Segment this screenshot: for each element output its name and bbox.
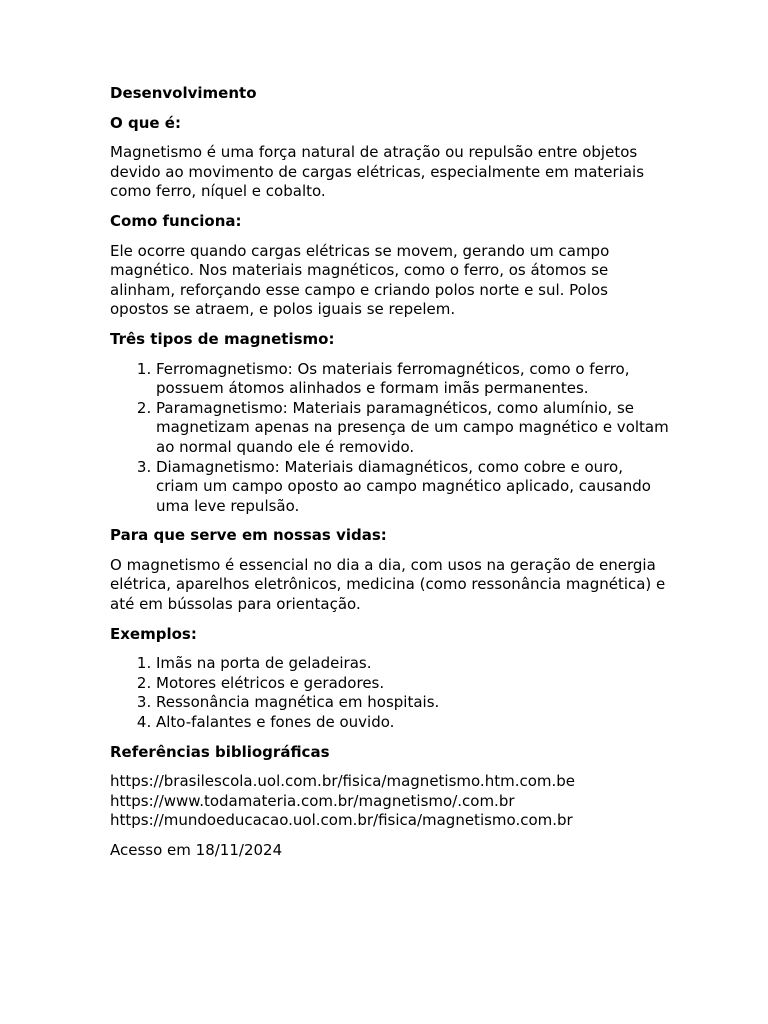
list-item: 4. Alto-falantes e fones de ouvido. xyxy=(156,713,670,733)
list-item: 3. Diamagnetismo: Materiais diamagnéticos, como cobre e ouro, criam um campo oposto ao campo magnético aplicado, causando uma leve repulsão. xyxy=(156,458,670,517)
section-heading-what-is: O que é: xyxy=(110,113,181,132)
section-text-uses: O magnetismo é essencial no dia a dia, com usos na geração de energia elétrica, aparelhos eletrônicos, medicina (como ressonância magnética) e até em bússolas para orientação. xyxy=(110,555,666,614)
list-item: 2. Paramagnetismo: Materiais paramagnéticos, como alumínio, se magnetizam apenas na presença de um campo magnético e voltam ao normal quando ele é removido. xyxy=(156,399,670,458)
document-title: Desenvolvimento xyxy=(110,84,257,102)
examples-list xyxy=(110,654,670,732)
list-item: 1. Imãs na porta de geladeiras. xyxy=(156,654,670,674)
list-item: 3. Ressonância magnética em hospitais. xyxy=(156,693,670,713)
section-heading-how-it-works: Como funciona: xyxy=(110,211,242,230)
list-item: 2. Motores elétricos e geradores. xyxy=(156,674,670,694)
reference-link: https://www.todamateria.com.br/magnetismo/.com.br xyxy=(110,791,515,810)
section-heading-uses: Para que serve em nossas vidas: xyxy=(110,526,387,545)
section-text-what-is: Magnetismo é uma força natural de atração ou repulsão entre objetos devido ao movimento de cargas elétricas, especialmente em materiais como ferro, níquel e cobalto. xyxy=(110,143,645,201)
reference-link: https://brasilescola.uol.com.br/fisica/magnetismo.htm.com.be xyxy=(110,772,576,791)
access-date-note: Acesso em 18/11/2024 xyxy=(110,841,283,859)
section-heading-types: Três tipos de magnetismo: xyxy=(110,329,335,348)
list-item: 1. Ferromagnetismo: Os materiais ferromagnéticos, como o ferro, possuem átomos alinhados e formam imãs permanentes. xyxy=(156,360,670,399)
section-text-how-it-works: Ele ocorre quando cargas elétricas se movem, gerando um campo magnético. Nos materiais magnéticos, como o ferro, os átomos se alinham, reforçando esse campo e criando polos norte e sul. Polos opostos se atraem, e polos iguais se repelem. xyxy=(110,241,610,319)
section-heading-references: Referências bibliográficas xyxy=(110,742,330,761)
reference-link: https://mundoeducacao.uol.com.br/fisica/magnetismo.com.br xyxy=(110,811,573,830)
types-list xyxy=(110,360,670,517)
document-body xyxy=(110,84,670,871)
section-heading-examples: Exemplos: xyxy=(110,624,197,643)
references-list xyxy=(110,772,670,831)
